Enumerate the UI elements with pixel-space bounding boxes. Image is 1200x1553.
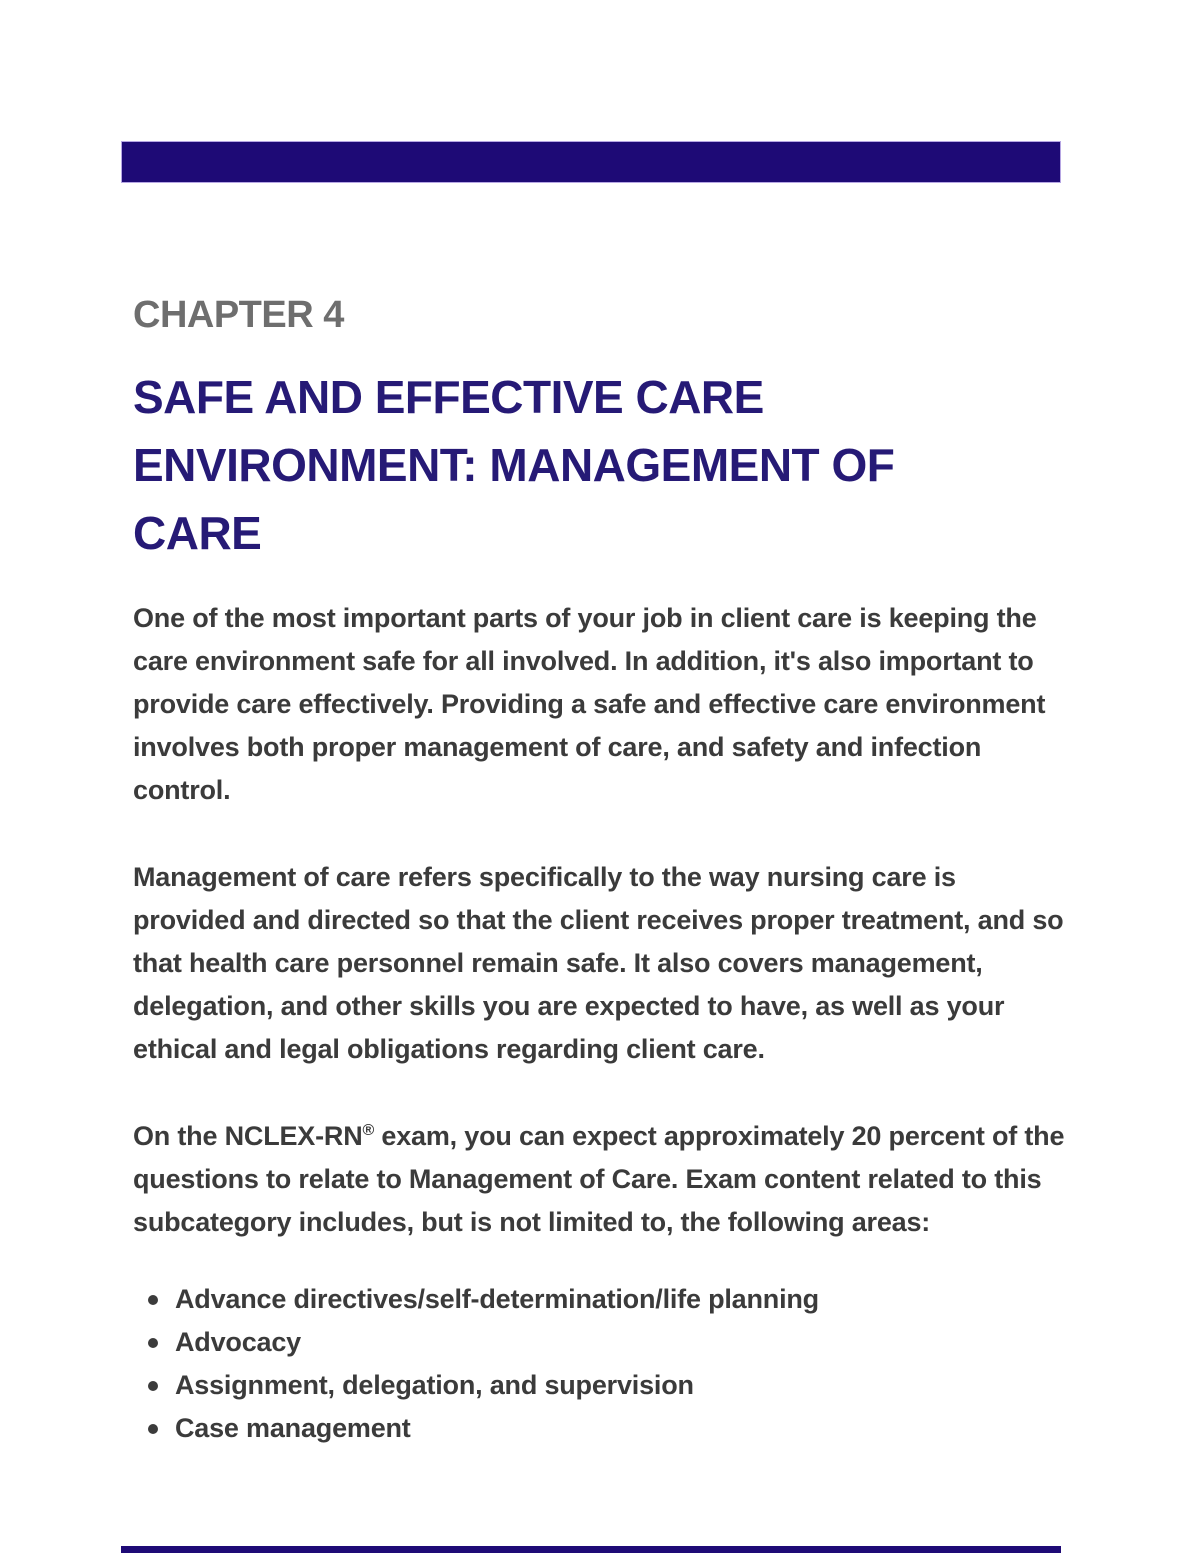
- management-of-care-paragraph: Management of care refers specifically to the way nursing care is provided and directed so that the client receives proper treatment, and so that health care personnel remain safe. It also covers management, delegation, and other skills you are expected to have, as well as your ethical and legal obligations regarding client care.: [133, 861, 1064, 1064]
- bullet-icon: [148, 1424, 158, 1434]
- chapter-title-line-3: CARE: [133, 506, 262, 559]
- exam-paragraph-text-start: On the NCLEX-RN: [133, 1120, 363, 1151]
- list-item-label: Case management: [175, 1412, 411, 1443]
- next-page-header-bar: [121, 1546, 1061, 1553]
- list-item: [133, 1364, 1068, 1407]
- list-item-label: Assignment, delegation, and supervision: [175, 1369, 694, 1400]
- list-item: [133, 1407, 1068, 1450]
- list-item-label: Advance directives/self-determination/life planning: [175, 1283, 819, 1314]
- page-content: [133, 295, 1068, 1450]
- chapter-label: CHAPTER 4: [133, 294, 344, 336]
- exam-paragraph-text-end: exam, you can expect approximately 20 percent of the questions to relate to Management of Care. Exam content related to this subcategory includes, but is not limited to, the following areas:: [133, 1120, 1065, 1237]
- exam-topic-list: [133, 1278, 1068, 1450]
- list-item: [133, 1278, 1068, 1321]
- registered-trademark-symbol: ®: [362, 1121, 375, 1139]
- bullet-icon: [148, 1295, 158, 1305]
- bullet-icon: [148, 1338, 158, 1348]
- intro-paragraph: One of the most important parts of your job in client care is keeping the care environment safe for all involved. In addition, it's also important to provide care effectively. Providing a safe and effective care environment involves both proper management of care, and safety and infection control.: [133, 602, 1046, 805]
- chapter-header-bar: [121, 141, 1061, 183]
- chapter-title-line-1: SAFE AND EFFECTIVE CARE: [133, 370, 764, 423]
- list-item-label: Advocacy: [175, 1326, 301, 1357]
- bullet-icon: [148, 1381, 158, 1391]
- list-item: [133, 1321, 1068, 1364]
- exam-content-paragraph: [133, 1115, 1068, 1244]
- chapter-title-line-2: ENVIRONMENT: MANAGEMENT OF: [133, 438, 895, 491]
- chapter-title: [133, 363, 1068, 567]
